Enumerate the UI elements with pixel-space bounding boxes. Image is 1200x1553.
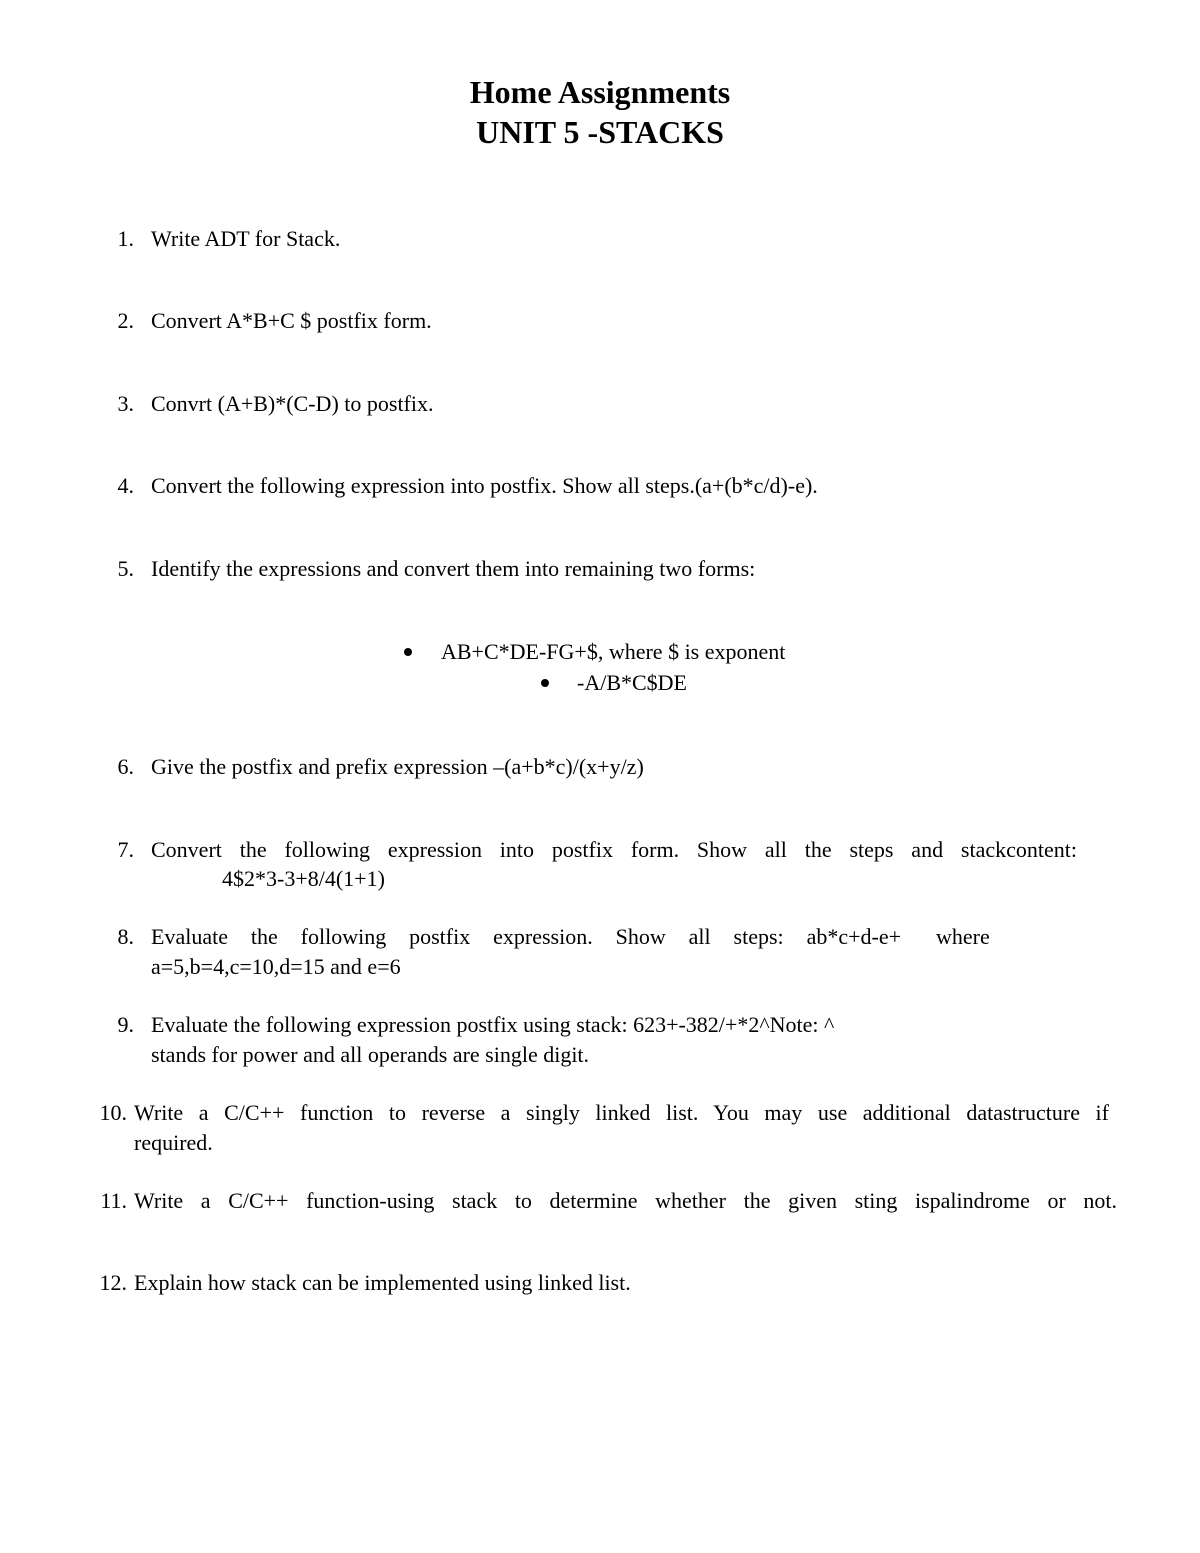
question-text: Convert the following expression into postfix. Show all steps.(a+(b*c/d)-e). [151, 473, 818, 498]
question-number: 7. [117, 837, 134, 862]
question-text: Evaluate the following postfix expression. Show all steps: ab*c+d-e+ [151, 924, 901, 949]
question-text: Give the postfix and prefix expression –(a+b*c)/(x+y/z) [151, 754, 644, 779]
question-continuation: required. [134, 1130, 213, 1155]
bullet-icon [404, 648, 412, 656]
page-subtitle: UNIT 5 -STACKS [476, 114, 724, 150]
question-number: 1. [117, 226, 134, 251]
question-text-right: where [936, 924, 990, 949]
bullet-icon [541, 679, 549, 687]
question-number: 5. [117, 556, 134, 581]
bullet-item: AB+C*DE-FG+$, where $ is exponent [441, 639, 786, 664]
question-continuation: a=5,b=4,c=10,d=15 and e=6 [151, 954, 401, 979]
question-number: 2. [117, 308, 134, 333]
question-continuation: 4$2*3-3+8/4(1+1) [222, 866, 385, 891]
question-number: 12. [99, 1270, 127, 1295]
question-text: Convert A*B+C $ postfix form. [151, 308, 432, 333]
question-text: Convrt (A+B)*(C-D) to postfix. [151, 391, 434, 416]
question-number: 11. [100, 1188, 127, 1213]
bullet-item: -A/B*C$DE [577, 670, 687, 695]
page-title: Home Assignments [469, 74, 731, 110]
question-number: 8. [117, 924, 134, 949]
question-text: Explain how stack can be implemented using linked list. [134, 1270, 631, 1295]
question-number: 9. [117, 1012, 134, 1037]
question-text: Write a C/C++ function to reverse a singly linked list. You may use additional datastructure if [134, 1100, 1109, 1125]
question-text: Write ADT for Stack. [151, 226, 341, 251]
question-text: Evaluate the following expression postfix using stack: 623+-382/+*2^Note: ^ [151, 1012, 835, 1037]
question-text: Write a C/C++ function-using stack to determine whether the given sting ispalindrome or not. [134, 1188, 1117, 1213]
question-number: 3. [117, 391, 134, 416]
question-text: Identify the expressions and convert them into remaining two forms: [151, 556, 756, 581]
question-number: 10. [99, 1100, 127, 1125]
question-text: Convert the following expression into postfix form. Show all the steps and stackcontent: [151, 837, 1077, 862]
question-number: 4. [117, 473, 134, 498]
question-number: 6. [117, 754, 134, 779]
question-continuation: stands for power and all operands are single digit. [151, 1042, 590, 1067]
